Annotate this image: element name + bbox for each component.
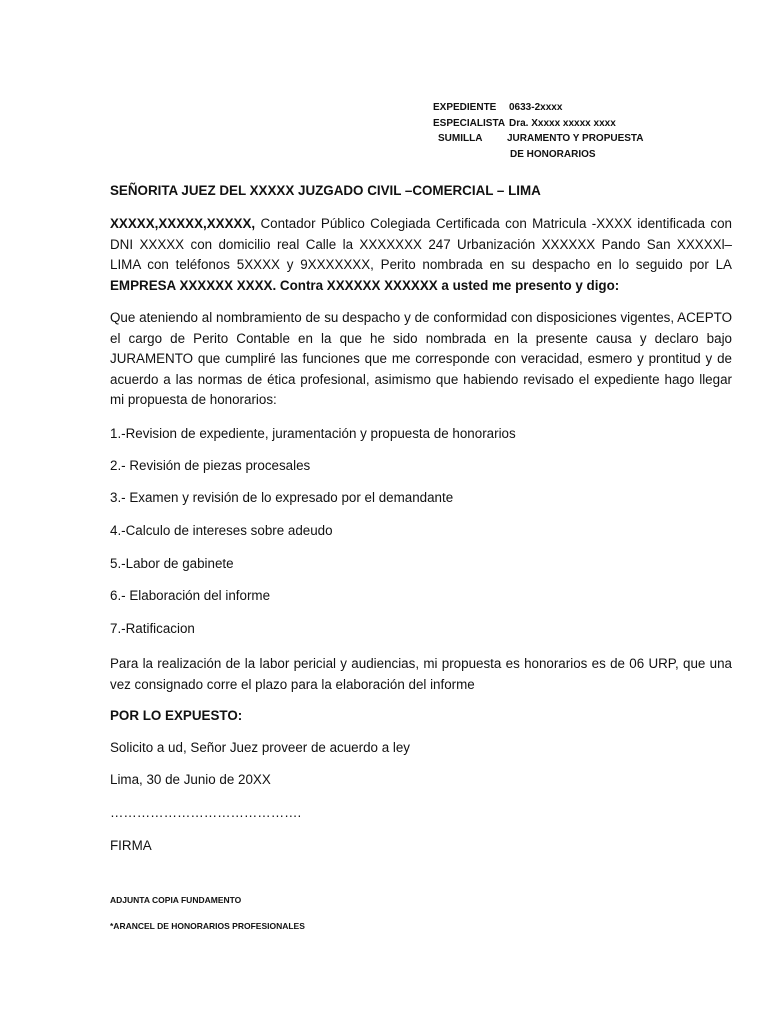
- list-item: 2.- Revisión de piezas procesales: [110, 458, 311, 473]
- intro-paragraph: [110, 214, 732, 296]
- fee-proposal-paragraph: Para la realización de la labor pericial y audiencias, mi propuesta es honorarios es de 06 URP, que una vez consignado corre el plazo para la elaboración del informe: [110, 656, 732, 692]
- sumilla-value: JURAMENTO Y PROPUESTA: [507, 133, 644, 144]
- por-lo-expuesto-heading: POR LO EXPUESTO:: [110, 708, 243, 723]
- expediente-label: EXPEDIENTE: [433, 102, 497, 113]
- list-item: 7.-Ratificacion: [110, 621, 195, 636]
- signature-label: FIRMA: [110, 838, 152, 853]
- sumilla-value-continued: DE HONORARIOS: [510, 148, 596, 160]
- attachment-note: ADJUNTA COPIA FUNDAMENTO: [110, 895, 242, 905]
- request-line: Solicito a ud, Señor Juez proveer de acuerdo a ley: [110, 740, 410, 755]
- list-item: 1.-Revision de expediente, juramentación y propuesta de honorarios: [110, 426, 516, 441]
- signature-line: …………………………………….: [110, 805, 302, 820]
- petitioner-name: XXXXX,XXXXX,XXXXX,: [110, 216, 256, 231]
- sumilla-label: SUMILLA: [438, 133, 483, 144]
- list-item: 5.-Labor de gabinete: [110, 556, 234, 571]
- especialista-value: Dra. Xxxxx xxxxx xxxx: [509, 117, 616, 129]
- list-item: 3.- Examen y revisión de lo expresado por el demandante: [110, 490, 454, 505]
- date-line: Lima, 30 de Junio de 20XX: [110, 772, 271, 787]
- expediente-value: 0633-2xxxx: [509, 102, 563, 113]
- especialista-label: ESPECIALISTA: [433, 117, 506, 129]
- list-item: 4.-Calculo de intereses sobre adeudo: [110, 523, 333, 538]
- list-item: 6.- Elaboración del informe: [110, 588, 271, 603]
- intro-text: Contador Público Colegiada Certificada con Matricula -XXXX identificada con DNI XXXXX con domicilio real Calle la XXXXXXX 247 Urbanización XXXXXX Pando San XXXXXl– LIMA con teléfonos 5XXXX y 9XXXXXXX, Perito nombrada en su despacho en lo seguido por LA: [110, 216, 732, 272]
- attachment-fee-schedule: *ARANCEL DE HONORARIOS PROFESIONALES: [110, 921, 305, 931]
- intro-bold-end: EMPRESA XXXXXX XXXX. Contra XXXXXX XXXXXX a usted me presento y digo:: [110, 277, 620, 293]
- acceptance-paragraph: Que ateniendo al nombramiento de su despacho y de conformidad con disposiciones vigentes, ACEPTO el cargo de Perito Contable en la que he sido nombrada en la presente causa y declaro bajo JURAMENTO que cumpliré las funciones que me corresponde con veracidad, esmero y prontitud y de acuerdo a las normas de ética profesional, asimismo que habiendo revisado el expediente hago llegar mi propuesta de honorarios:: [110, 310, 732, 407]
- addressee: SEÑORITA JUEZ DEL XXXXX JUZGADO CIVIL –COMERCIAL – LIMA: [110, 183, 541, 198]
